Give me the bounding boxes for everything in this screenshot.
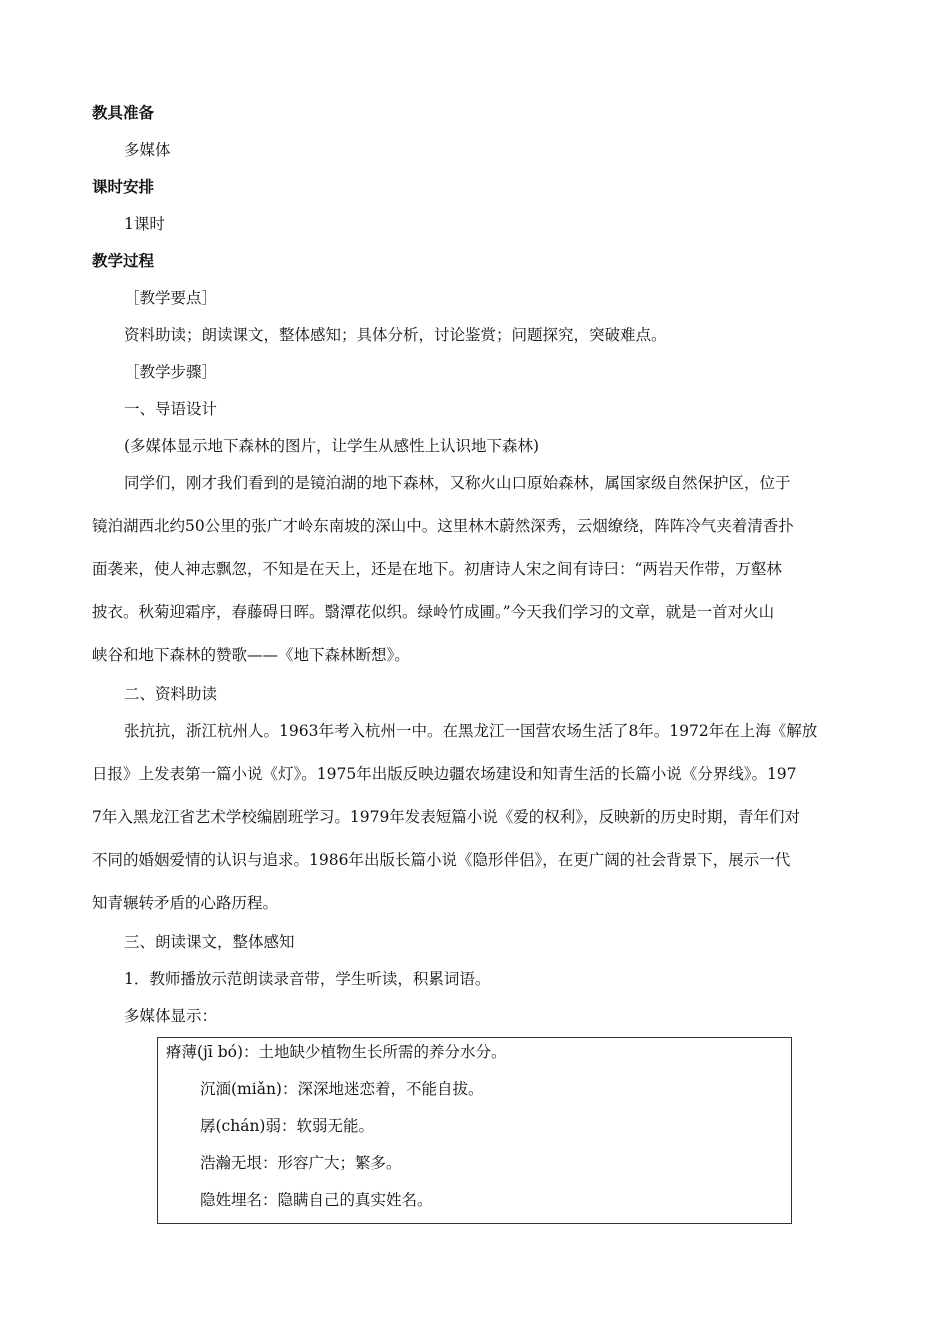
paragraph-line: 知青辗转矛盾的心路历程。	[92, 894, 279, 912]
paragraph-line: 披衣。秋菊迎霜序，春藤碍日晖。翳潭花似织。绿岭竹成圃。”今天我们学习的文章，就是一首对火山	[92, 603, 775, 621]
part3-title: 三、朗读课文，整体感知	[124, 933, 295, 951]
steps-label: ［教学步骤］	[124, 363, 218, 381]
paragraph-line: 7年入黑龙江省艺术学校编剧班学习。1979年发表短篇小说《爱的权利》，反映新的历史时期，青年们对	[92, 808, 801, 826]
paragraph-line: 镜泊湖西北约50公里的张广才岭东南坡的深山中。这里林木蔚然深秀，云烟缭绕，阵阵冷气夹着清香扑	[92, 517, 794, 535]
part1-title: 一、导语设计	[124, 400, 218, 418]
part3-item1: 1．教师播放示范朗读录音带，学生听读，积累词语。	[124, 970, 491, 988]
key-points-label: ［教学要点］	[124, 289, 218, 307]
display-label: 多媒体显示：	[124, 1007, 218, 1025]
paragraph-line: 面袭来，使人神志飘忽，不知是在天上，还是在地下。初唐诗人宋之间有诗曰：“两岩天作带，万壑林	[92, 560, 782, 578]
glossary-box	[157, 1037, 792, 1224]
heading-materials: 教具准备	[92, 104, 155, 122]
paragraph-line: 日报》上发表第一篇小说《灯》。1975年出版反映边疆农场建设和知青生活的长篇小说《分界线》。197	[92, 765, 797, 783]
materials-content: 多媒体	[124, 141, 171, 159]
heading-schedule: 课时安排	[92, 178, 155, 196]
schedule-content: 1课时	[124, 215, 165, 233]
part2-title: 二、资料助读	[124, 685, 218, 703]
key-points-text: 资料助读；朗读课文，整体感知；具体分析，讨论鉴赏；问题探究，突破难点。	[124, 326, 667, 344]
glossary-entry: 浩瀚无垠：形容广大；繁多。	[200, 1154, 402, 1172]
paragraph-line: 张抗抗，浙江杭州人。1963年考入杭州一中。在黑龙江一国营农场生活了8年。1972年在上海《解放	[124, 722, 818, 740]
part1-note: (多媒体显示地下森林的图片，让学生从感性上认识地下森林)	[124, 437, 540, 455]
glossary-entry: 隐姓埋名：隐瞒自己的真实姓名。	[200, 1191, 433, 1209]
paragraph-line: 不同的婚姻爱情的认识与追求。1986年出版长篇小说《隐形伴侣》，在更广阔的社会背景下，展示一代	[92, 851, 791, 869]
heading-process: 教学过程	[92, 252, 155, 270]
paragraph-line: 同学们，刚才我们看到的是镜泊湖的地下森林，又称火山口原始森林，属国家级自然保护区，位于	[124, 474, 791, 492]
glossary-entry: 瘠薄(jī bó)：土地缺少植物生长所需的养分水分。	[166, 1043, 507, 1061]
paragraph-line: 峡谷和地下森林的赞歌——《地下森林断想》。	[92, 646, 410, 664]
glossary-entry: 孱(chán)弱：软弱无能。	[200, 1117, 374, 1135]
glossary-entry: 沉湎(miǎn)：深深地迷恋着，不能自拔。	[200, 1080, 484, 1098]
